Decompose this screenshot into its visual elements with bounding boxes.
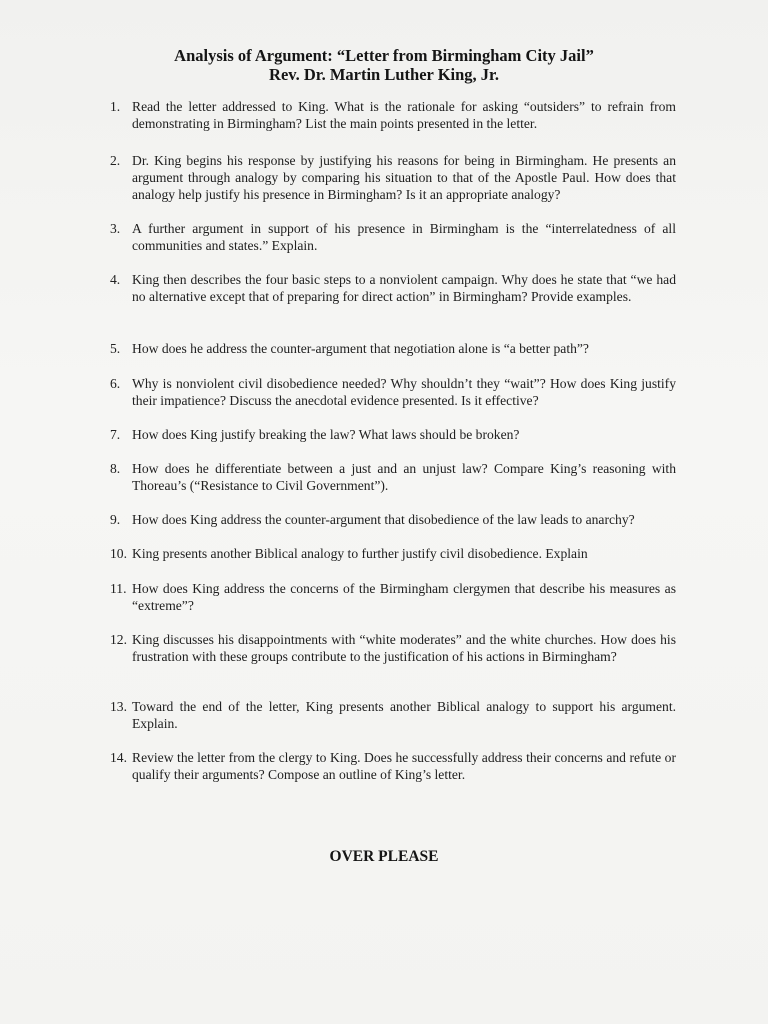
question-number: 8. xyxy=(110,461,121,476)
question-text: Read the letter addressed to King. What is the rationale for asking “outsiders” to refrain from demonstrating in Birmingham? List the main points presented in the letter. xyxy=(132,99,676,131)
question-9 xyxy=(110,511,676,528)
question-number: 10. xyxy=(110,546,127,561)
question-text: How does he address the counter-argument that negotiation alone is “a better path”? xyxy=(132,341,589,356)
question-number: 11. xyxy=(110,581,127,596)
question-text: How does King address the counter-argument that disobedience of the law leads to anarchy? xyxy=(132,512,635,527)
question-5 xyxy=(110,340,676,357)
question-number: 5. xyxy=(110,341,121,356)
question-text: How does King address the concerns of the Birmingham clergymen that describe his measures as “extreme”? xyxy=(132,581,676,613)
question-text: How does King justify breaking the law? What laws should be broken? xyxy=(132,427,520,442)
over-please-note: OVER PLEASE xyxy=(329,848,439,865)
question-text: How does he differentiate between a just and an unjust law? Compare King’s reasoning with Thoreau’s (“Resistance to Civil Government”). xyxy=(132,461,676,493)
question-number: 12. xyxy=(110,632,127,647)
question-number: 3. xyxy=(110,221,121,236)
title-block xyxy=(0,46,768,84)
question-number: 6. xyxy=(110,376,121,391)
question-4 xyxy=(110,271,676,305)
question-7 xyxy=(110,426,676,443)
question-text: King presents another Biblical analogy to further justify civil disobedience. Explain xyxy=(132,546,588,561)
question-number: 4. xyxy=(110,272,121,287)
question-6 xyxy=(110,375,676,409)
question-2 xyxy=(110,152,676,203)
question-number: 2. xyxy=(110,153,121,168)
question-text: Why is nonviolent civil disobedience needed? Why shouldn’t they “wait”? How does King justify their impatience? Discuss the anecdotal evidence presented. Is it effective? xyxy=(132,376,676,408)
question-number: 1. xyxy=(110,99,121,114)
question-text: King discusses his disappointments with “white moderates” and the white churches. How does his frustration with these groups contribute to the justification of his actions in Birmingham? xyxy=(132,632,676,664)
question-number: 9. xyxy=(110,512,121,527)
question-1 xyxy=(110,98,676,132)
document-title: Analysis of Argument: “Letter from Birmingham City Jail” xyxy=(174,46,594,65)
question-number: 14. xyxy=(110,750,127,765)
question-text: A further argument in support of his presence in Birmingham is the “interrelatedness of all communities and states.” Explain. xyxy=(132,221,676,253)
question-14 xyxy=(110,749,676,783)
question-12 xyxy=(110,631,676,665)
question-text: Review the letter from the clergy to King. Does he successfully address their concerns and refute or qualify their arguments? Compose an outline of King’s letter. xyxy=(132,750,676,782)
question-text: Toward the end of the letter, King presents another Biblical analogy to support his argument. Explain. xyxy=(132,699,676,731)
question-10 xyxy=(110,545,676,562)
question-8 xyxy=(110,460,676,494)
question-11 xyxy=(110,580,676,614)
document-subtitle: Rev. Dr. Martin Luther King, Jr. xyxy=(269,65,499,84)
question-number: 13. xyxy=(110,699,127,714)
question-number: 7. xyxy=(110,427,121,442)
question-3 xyxy=(110,220,676,254)
question-text: King then describes the four basic steps to a nonviolent campaign. Why does he state that “we had no alternative except that of preparing for direct action” in Birmingham? Provide examples. xyxy=(132,272,676,304)
question-text: Dr. King begins his response by justifying his reasons for being in Birmingham. He presents an argument through analogy by comparing his situation to that of the Apostle Paul. How does that analogy help justify his presence in Birmingham? Is it an appropriate analogy? xyxy=(132,153,676,202)
question-13 xyxy=(110,698,676,732)
